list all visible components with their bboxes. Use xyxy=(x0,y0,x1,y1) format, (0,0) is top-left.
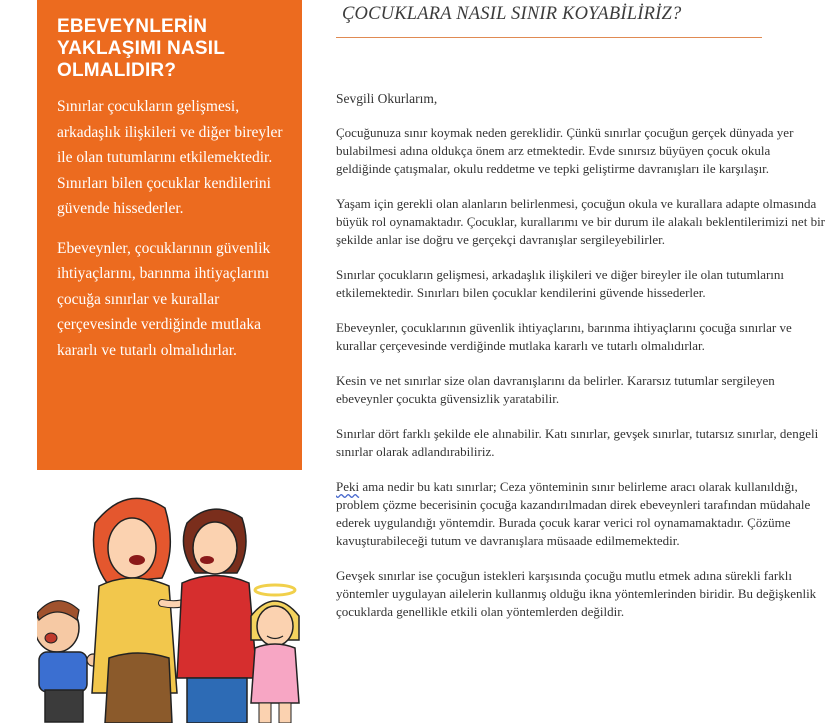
sidebar-title xyxy=(57,16,290,82)
article-paragraph: Ebeveynler, çocuklarının güvenlik ihtiyaçlarını, barınma ihtiyaçlarını çocuğa sınırlar ve kurallar çerçevesinde verdiğinde mutlaka kararlı ve tutarlı olmalıdırlar. xyxy=(336,320,792,353)
crying-child-figure xyxy=(37,601,99,722)
article-paragraph: Kesin ve net sınırlar size olan davranışlarını da belirler. Kararsız tutumlar sergileyen ebeveynler çocukta güvensizlik yaratabilir. xyxy=(336,373,775,406)
sidebar-paragraph: Ebeveynler, çocuklarının güvenlik ihtiyaçlarını, barınma ihtiyaçlarını çocuğa sınırlar ve kurallar çerçevesinde verdiğinde mutlaka kararlı ve tutarlı olmalıdırlar. xyxy=(57,239,271,359)
main-column xyxy=(336,0,826,619)
article-body xyxy=(336,90,826,638)
article-paragraph: Sınırlar dört farklı şekilde ele alınabilir. Katı sınırlar, gevşek sınırlar, tutarsız sınırlar, dengeli sınırlar olarak adlandırabiliriz. xyxy=(336,426,819,459)
article-paragraph: Yaşam için gerekli olan alanların belirlenmesi, çocuğun okula ve kurallara adapte olmasında büyük rol oynamaktadır. Çocuklar, kurallarımı ve bir durum ile alakalı beklentilerimizi net bir şekilde anlar ise doğru ve gerçekçi davranışlar sergileyebilirler. xyxy=(336,196,826,247)
article-paragraph: Gevşek sınırlar ise çocuğun istekleri karşısında çocuğu mutlu etmek adına sürekli farklı yöntemler uygulayan ailelerin kullanmış olduğu ikna yöntemlerinden biridir. Bu değişkenlik çocuklarda genellikle etkili olan yöntemlerden değildir. xyxy=(336,568,817,619)
article-paragraph: Çocuğunuza sınır koymak neden gereklidir. Çünkü sınırlar çocuğun gerçek dünyada yer bulabilmesi adına oldukça önem arz etmektedir. Evde sınırsız büyüyen çocuk okula geldiğinde çatışmalar, okulu reddetme ve tepki geliştirme davranışları ile karşılaşır. xyxy=(336,125,794,176)
sidebar-paragraph: Sınırlar çocukların gelişmesi, arkadaşlık ilişkileri ve diğer bireyler ile olan tutumlarını etkilemektedir. Sınırları bilen çocuklar kendilerini güvende hissederler. xyxy=(57,98,283,217)
page-title: ÇOCUKLARA NASIL SINIR KOYABİLİRİZ? xyxy=(342,4,682,24)
title-divider xyxy=(336,37,762,38)
article-paragraph xyxy=(336,478,826,550)
article-paragraph: Sınırlar çocukların gelişmesi, arkadaşlık ilişkileri ve diğer bireyler ile olan tutumlarını etkilemektedir. Sınırları bilen çocuklar kendilerini güvende hissederler. xyxy=(336,267,785,300)
article-paragraph-text: ama nedir bu katı sınırlar; Ceza yönteminin sınır belirleme aracı olarak kullanıldığı, problem çözme becerisinin çocuğa kazandırılmadan direk ebeveynleri tarafından müdahale ederek uygulandığı yöntemdir. Burada çocuk karar verici rol oynamamaktadır. Çözüme kavuşturabileceği tutum ve davranışlara müsaade edilmemektedir. xyxy=(336,479,811,548)
angel-girl-figure xyxy=(251,585,299,723)
sidebar-panel xyxy=(37,0,302,470)
sidebar-title-line: OLMALIDIR? xyxy=(57,60,177,81)
sidebar-title-line: YAKLAŞIMI NASIL xyxy=(57,38,226,59)
family-illustration xyxy=(37,478,302,723)
spellcheck-word: Peki xyxy=(336,479,360,494)
greeting: Sevgili Okurlarım, xyxy=(336,91,438,106)
father-figure xyxy=(177,509,257,723)
sidebar-title-line: EBEVEYNLERİN xyxy=(57,16,208,37)
